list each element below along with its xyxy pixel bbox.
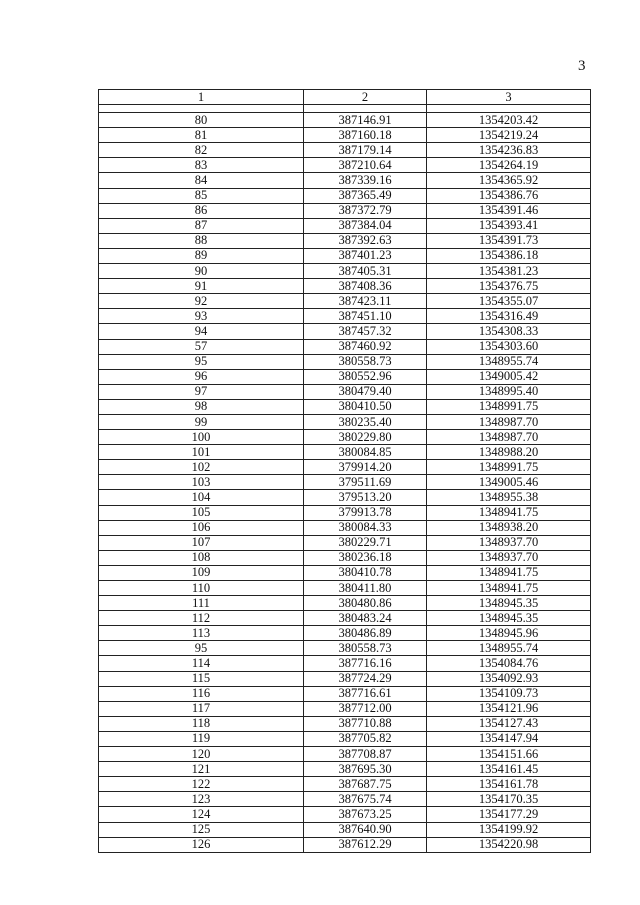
y-coordinate-cell: 1354151.66 xyxy=(427,747,591,762)
point-number-cell: 103 xyxy=(99,475,304,490)
table-row xyxy=(99,762,591,777)
point-number-cell: 107 xyxy=(99,535,304,550)
y-coordinate-cell: 1348937.70 xyxy=(427,550,591,565)
x-coordinate-cell: 380480.86 xyxy=(304,596,427,611)
table-row xyxy=(99,113,591,128)
table-row xyxy=(99,626,591,641)
y-coordinate-cell: 1354220.98 xyxy=(427,837,591,852)
point-number-cell: 108 xyxy=(99,550,304,565)
y-coordinate-cell: 1354219.24 xyxy=(427,128,591,143)
x-coordinate-cell: 387365.49 xyxy=(304,188,427,203)
x-coordinate-cell: 380558.73 xyxy=(304,354,427,369)
y-coordinate-cell: 1348941.75 xyxy=(427,565,591,580)
point-number-cell: 87 xyxy=(99,218,304,233)
y-coordinate-cell: 1348945.96 xyxy=(427,626,591,641)
table-row xyxy=(99,218,591,233)
y-coordinate-cell: 1348991.75 xyxy=(427,460,591,475)
point-number-cell: 126 xyxy=(99,837,304,852)
table-header-row xyxy=(99,90,591,105)
table-row xyxy=(99,807,591,822)
point-number-cell: 113 xyxy=(99,626,304,641)
point-number-cell: 120 xyxy=(99,747,304,762)
page-number: 3 xyxy=(578,58,586,74)
table-row xyxy=(99,203,591,218)
table-row xyxy=(99,188,591,203)
table-row xyxy=(99,384,591,399)
x-coordinate-cell: 379513.20 xyxy=(304,490,427,505)
y-coordinate-cell: 1348955.74 xyxy=(427,641,591,656)
y-coordinate-cell: 1354386.76 xyxy=(427,188,591,203)
table-row xyxy=(99,701,591,716)
point-number-cell: 96 xyxy=(99,369,304,384)
x-coordinate-cell: 387716.61 xyxy=(304,686,427,701)
x-coordinate-cell: 387210.64 xyxy=(304,158,427,173)
x-coordinate-cell: 380229.71 xyxy=(304,535,427,550)
table-row xyxy=(99,430,591,445)
y-coordinate-cell: 1354161.45 xyxy=(427,762,591,777)
table-row xyxy=(99,248,591,263)
point-number-cell: 89 xyxy=(99,248,304,263)
y-coordinate-cell: 1354381.23 xyxy=(427,264,591,279)
point-number-cell: 97 xyxy=(99,384,304,399)
point-number-cell: 91 xyxy=(99,279,304,294)
point-number-cell: 95 xyxy=(99,354,304,369)
point-number-cell: 84 xyxy=(99,173,304,188)
y-coordinate-cell: 1354391.46 xyxy=(427,203,591,218)
table-row xyxy=(99,747,591,762)
table-row xyxy=(99,611,591,626)
table-row xyxy=(99,414,591,429)
column-header-2: 2 xyxy=(304,90,427,105)
table-row xyxy=(99,520,591,535)
y-coordinate-cell: 1348991.75 xyxy=(427,399,591,414)
table-row xyxy=(99,158,591,173)
table-row xyxy=(99,128,591,143)
y-coordinate-cell: 1354147.94 xyxy=(427,731,591,746)
table-row xyxy=(99,264,591,279)
point-number-cell: 106 xyxy=(99,520,304,535)
table-row xyxy=(99,490,591,505)
table-row xyxy=(99,686,591,701)
point-number-cell: 109 xyxy=(99,565,304,580)
x-coordinate-cell: 380229.80 xyxy=(304,430,427,445)
table-row xyxy=(99,309,591,324)
y-coordinate-cell: 1348987.70 xyxy=(427,430,591,445)
x-coordinate-cell: 387339.16 xyxy=(304,173,427,188)
point-number-cell: 80 xyxy=(99,113,304,128)
point-number-cell: 100 xyxy=(99,430,304,445)
y-coordinate-cell: 1348988.20 xyxy=(427,445,591,460)
y-coordinate-cell: 1354177.29 xyxy=(427,807,591,822)
x-coordinate-cell: 387724.29 xyxy=(304,671,427,686)
x-coordinate-cell: 387673.25 xyxy=(304,807,427,822)
point-number-cell: 81 xyxy=(99,128,304,143)
y-coordinate-cell: 1348955.38 xyxy=(427,490,591,505)
x-coordinate-cell: 387423.11 xyxy=(304,294,427,309)
y-coordinate-cell: 1354393.41 xyxy=(427,218,591,233)
point-number-cell: 115 xyxy=(99,671,304,686)
y-coordinate-cell: 1349005.42 xyxy=(427,369,591,384)
point-number-cell: 117 xyxy=(99,701,304,716)
y-coordinate-cell: 1354391.73 xyxy=(427,233,591,248)
y-coordinate-cell: 1348987.70 xyxy=(427,414,591,429)
y-coordinate-cell: 1354386.18 xyxy=(427,248,591,263)
x-coordinate-cell: 387710.88 xyxy=(304,716,427,731)
spacer-cell xyxy=(427,105,591,113)
point-number-cell: 124 xyxy=(99,807,304,822)
point-number-cell: 99 xyxy=(99,414,304,429)
x-coordinate-cell: 380558.73 xyxy=(304,641,427,656)
table-row xyxy=(99,837,591,852)
x-coordinate-cell: 380084.33 xyxy=(304,520,427,535)
x-coordinate-cell: 387708.87 xyxy=(304,747,427,762)
table-row xyxy=(99,671,591,686)
point-number-cell: 123 xyxy=(99,792,304,807)
table-row xyxy=(99,822,591,837)
table-row xyxy=(99,460,591,475)
x-coordinate-cell: 387160.18 xyxy=(304,128,427,143)
table-row xyxy=(99,339,591,354)
point-number-cell: 86 xyxy=(99,203,304,218)
y-coordinate-cell: 1348995.40 xyxy=(427,384,591,399)
y-coordinate-cell: 1348941.75 xyxy=(427,581,591,596)
table-row xyxy=(99,294,591,309)
x-coordinate-cell: 387716.16 xyxy=(304,656,427,671)
x-coordinate-cell: 379913.78 xyxy=(304,505,427,520)
table-row xyxy=(99,324,591,339)
y-coordinate-cell: 1354303.60 xyxy=(427,339,591,354)
point-number-cell: 82 xyxy=(99,143,304,158)
x-coordinate-cell: 380483.24 xyxy=(304,611,427,626)
x-coordinate-cell: 387405.31 xyxy=(304,264,427,279)
point-number-cell: 119 xyxy=(99,731,304,746)
x-coordinate-cell: 387705.82 xyxy=(304,731,427,746)
y-coordinate-cell: 1354365.92 xyxy=(427,173,591,188)
x-coordinate-cell: 379511.69 xyxy=(304,475,427,490)
x-coordinate-cell: 380235.40 xyxy=(304,414,427,429)
y-coordinate-cell: 1354161.78 xyxy=(427,777,591,792)
x-coordinate-cell: 380479.40 xyxy=(304,384,427,399)
table-row xyxy=(99,233,591,248)
table-row xyxy=(99,596,591,611)
y-coordinate-cell: 1354355.07 xyxy=(427,294,591,309)
x-coordinate-cell: 387451.10 xyxy=(304,309,427,324)
x-coordinate-cell: 387179.14 xyxy=(304,143,427,158)
x-coordinate-cell: 380552.96 xyxy=(304,369,427,384)
y-coordinate-cell: 1354316.49 xyxy=(427,309,591,324)
x-coordinate-cell: 387675.74 xyxy=(304,792,427,807)
table-row xyxy=(99,565,591,580)
point-number-cell: 101 xyxy=(99,445,304,460)
table-row xyxy=(99,535,591,550)
x-coordinate-cell: 387392.63 xyxy=(304,233,427,248)
y-coordinate-cell: 1354121.96 xyxy=(427,701,591,716)
point-number-cell: 110 xyxy=(99,581,304,596)
x-coordinate-cell: 380410.78 xyxy=(304,565,427,580)
point-number-cell: 85 xyxy=(99,188,304,203)
table-row xyxy=(99,641,591,656)
y-coordinate-cell: 1348937.70 xyxy=(427,535,591,550)
y-coordinate-cell: 1354199.92 xyxy=(427,822,591,837)
table-row xyxy=(99,369,591,384)
x-coordinate-cell: 380410.50 xyxy=(304,399,427,414)
point-number-cell: 83 xyxy=(99,158,304,173)
point-number-cell: 93 xyxy=(99,309,304,324)
y-coordinate-cell: 1354203.42 xyxy=(427,113,591,128)
x-coordinate-cell: 387695.30 xyxy=(304,762,427,777)
y-coordinate-cell: 1354109.73 xyxy=(427,686,591,701)
y-coordinate-cell: 1354127.43 xyxy=(427,716,591,731)
coordinates-table xyxy=(98,89,591,853)
spacer-cell xyxy=(99,105,304,113)
table-row xyxy=(99,505,591,520)
x-coordinate-cell: 387384.04 xyxy=(304,218,427,233)
table-row xyxy=(99,354,591,369)
y-coordinate-cell: 1354084.76 xyxy=(427,656,591,671)
table-row xyxy=(99,279,591,294)
y-coordinate-cell: 1348941.75 xyxy=(427,505,591,520)
x-coordinate-cell: 387146.91 xyxy=(304,113,427,128)
y-coordinate-cell: 1354092.93 xyxy=(427,671,591,686)
x-coordinate-cell: 387372.79 xyxy=(304,203,427,218)
x-coordinate-cell: 387687.75 xyxy=(304,777,427,792)
point-number-cell: 118 xyxy=(99,716,304,731)
y-coordinate-cell: 1348938.20 xyxy=(427,520,591,535)
x-coordinate-cell: 387640.90 xyxy=(304,822,427,837)
point-number-cell: 105 xyxy=(99,505,304,520)
column-header-3: 3 xyxy=(427,90,591,105)
x-coordinate-cell: 380236.18 xyxy=(304,550,427,565)
table-row xyxy=(99,581,591,596)
table-row xyxy=(99,475,591,490)
point-number-cell: 111 xyxy=(99,596,304,611)
y-coordinate-cell: 1354264.19 xyxy=(427,158,591,173)
point-number-cell: 122 xyxy=(99,777,304,792)
table-spacer-row xyxy=(99,105,591,113)
x-coordinate-cell: 387408.36 xyxy=(304,279,427,294)
table-row xyxy=(99,777,591,792)
x-coordinate-cell: 387612.29 xyxy=(304,837,427,852)
point-number-cell: 104 xyxy=(99,490,304,505)
y-coordinate-cell: 1354376.75 xyxy=(427,279,591,294)
point-number-cell: 90 xyxy=(99,264,304,279)
y-coordinate-cell: 1354170.35 xyxy=(427,792,591,807)
table-row xyxy=(99,792,591,807)
y-coordinate-cell: 1354308.33 xyxy=(427,324,591,339)
table-row xyxy=(99,731,591,746)
x-coordinate-cell: 387457.32 xyxy=(304,324,427,339)
table-row xyxy=(99,445,591,460)
x-coordinate-cell: 380411.80 xyxy=(304,581,427,596)
table-row xyxy=(99,656,591,671)
point-number-cell: 95 xyxy=(99,641,304,656)
y-coordinate-cell: 1354236.83 xyxy=(427,143,591,158)
point-number-cell: 88 xyxy=(99,233,304,248)
x-coordinate-cell: 387712.00 xyxy=(304,701,427,716)
x-coordinate-cell: 380486.89 xyxy=(304,626,427,641)
y-coordinate-cell: 1348945.35 xyxy=(427,611,591,626)
spacer-cell xyxy=(304,105,427,113)
x-coordinate-cell: 380084.85 xyxy=(304,445,427,460)
table-row xyxy=(99,173,591,188)
x-coordinate-cell: 387460.92 xyxy=(304,339,427,354)
x-coordinate-cell: 387401.23 xyxy=(304,248,427,263)
point-number-cell: 121 xyxy=(99,762,304,777)
y-coordinate-cell: 1349005.46 xyxy=(427,475,591,490)
column-header-1: 1 xyxy=(99,90,304,105)
table-body xyxy=(99,105,591,853)
table-row xyxy=(99,550,591,565)
table-row xyxy=(99,143,591,158)
y-coordinate-cell: 1348945.35 xyxy=(427,596,591,611)
table-row xyxy=(99,399,591,414)
point-number-cell: 102 xyxy=(99,460,304,475)
table-row xyxy=(99,716,591,731)
point-number-cell: 116 xyxy=(99,686,304,701)
point-number-cell: 57 xyxy=(99,339,304,354)
point-number-cell: 92 xyxy=(99,294,304,309)
point-number-cell: 98 xyxy=(99,399,304,414)
point-number-cell: 112 xyxy=(99,611,304,626)
point-number-cell: 114 xyxy=(99,656,304,671)
point-number-cell: 125 xyxy=(99,822,304,837)
y-coordinate-cell: 1348955.74 xyxy=(427,354,591,369)
point-number-cell: 94 xyxy=(99,324,304,339)
x-coordinate-cell: 379914.20 xyxy=(304,460,427,475)
